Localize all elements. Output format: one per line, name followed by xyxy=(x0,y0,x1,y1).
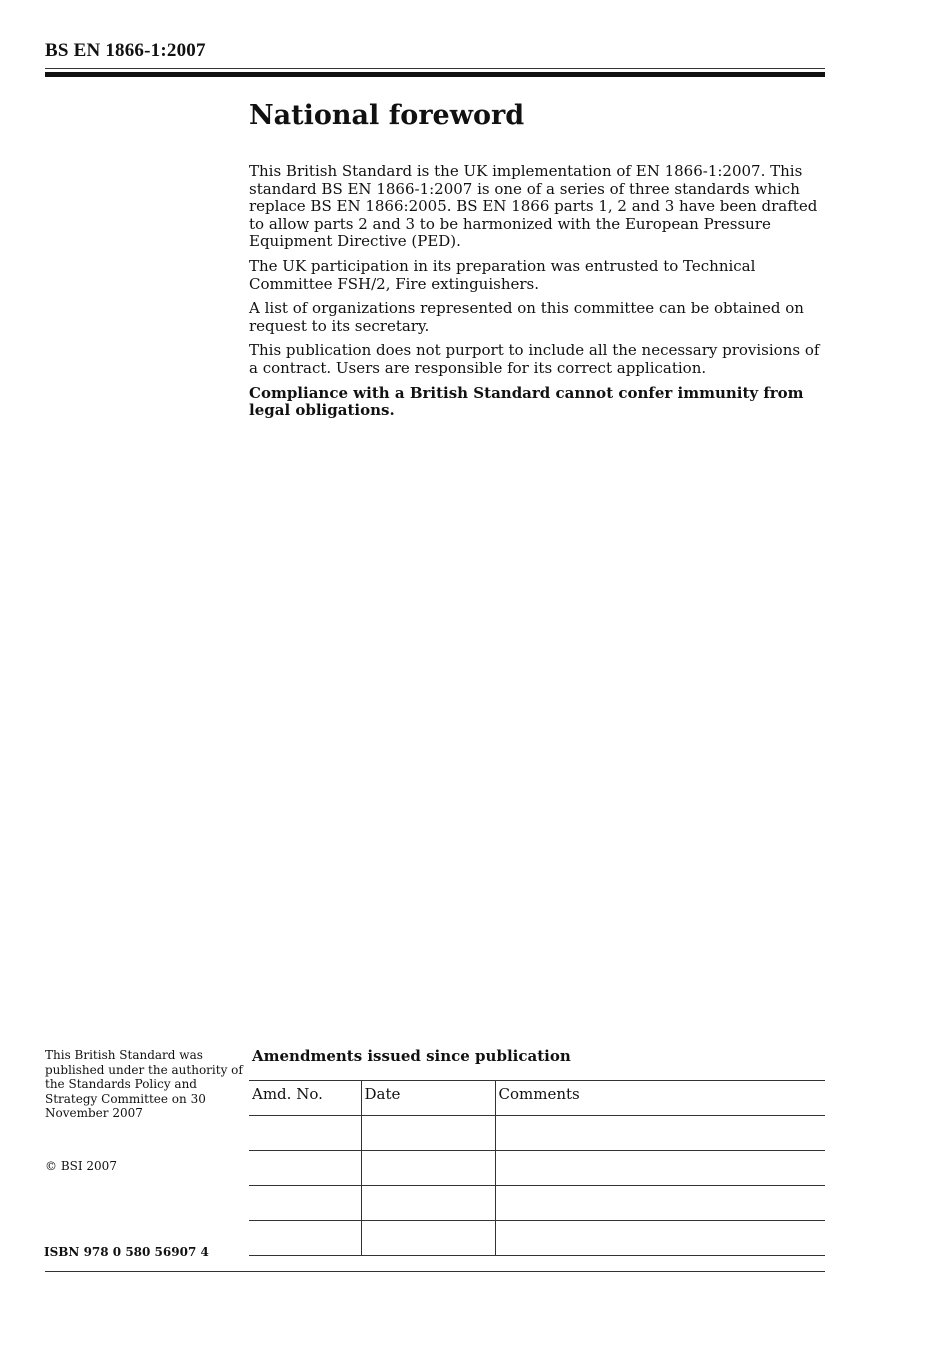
table-cell xyxy=(249,1221,361,1256)
table-row xyxy=(249,1186,825,1221)
column-header-date: Date xyxy=(361,1081,495,1116)
foreword-body xyxy=(249,163,829,427)
column-header-amd-no: Amd. No. xyxy=(249,1081,361,1116)
table-cell xyxy=(495,1186,825,1221)
table-cell xyxy=(361,1151,495,1186)
table-cell xyxy=(495,1116,825,1151)
amendments-table xyxy=(249,1080,825,1256)
footer-rule xyxy=(45,1271,825,1272)
foreword-paragraph: A list of organizations represented on this committee can be obtained on request to its secretary. xyxy=(249,299,804,335)
table-cell xyxy=(361,1186,495,1221)
table-cell xyxy=(495,1151,825,1186)
table-cell xyxy=(495,1221,825,1256)
table-cell xyxy=(249,1186,361,1221)
table-cell xyxy=(249,1151,361,1186)
foreword-paragraph: The UK participation in its preparation was entrusted to Technical Committee FSH/2, Fire extinguishers. xyxy=(249,256,756,293)
compliance-statement: Compliance with a British Standard cannot confer immunity from legal obligations. xyxy=(249,383,804,420)
section-title: National foreword xyxy=(249,100,525,131)
document-id: BS EN 1866-1:2007 xyxy=(45,40,206,61)
header-rule-thick xyxy=(45,72,825,77)
foreword-paragraph: This British Standard is the UK implementation of EN 1866-1:2007. This standard BS EN 1866-1:2007 is one of a series of three standards which replace BS EN 1866:2005. BS EN 1866 parts 1, 2 and 3 have been drafted to allow parts 2 and 3 to be harmonized with the European Pressure Equipment Directive (PED). xyxy=(249,162,818,251)
table-row xyxy=(249,1116,825,1151)
publisher-note: This British Standard was published under the authority of the Standards Policy and Strategy Committee on 30 November 2007 xyxy=(45,1048,243,1121)
table-row xyxy=(249,1221,825,1256)
column-header-comments: Comments xyxy=(495,1081,825,1116)
table-cell xyxy=(361,1221,495,1256)
table-cell xyxy=(249,1116,361,1151)
header-rule-thin xyxy=(45,68,825,69)
table-header-row xyxy=(249,1081,825,1116)
copyright-notice: © BSI 2007 xyxy=(45,1159,117,1173)
amendments-heading: Amendments issued since publication xyxy=(252,1047,571,1065)
table-cell xyxy=(361,1116,495,1151)
table-row xyxy=(249,1151,825,1186)
isbn: ISBN 978 0 580 56907 4 xyxy=(44,1245,209,1259)
foreword-paragraph: This publication does not purport to include all the necessary provisions of a contract. Users are responsible for its correct application. xyxy=(249,341,820,377)
